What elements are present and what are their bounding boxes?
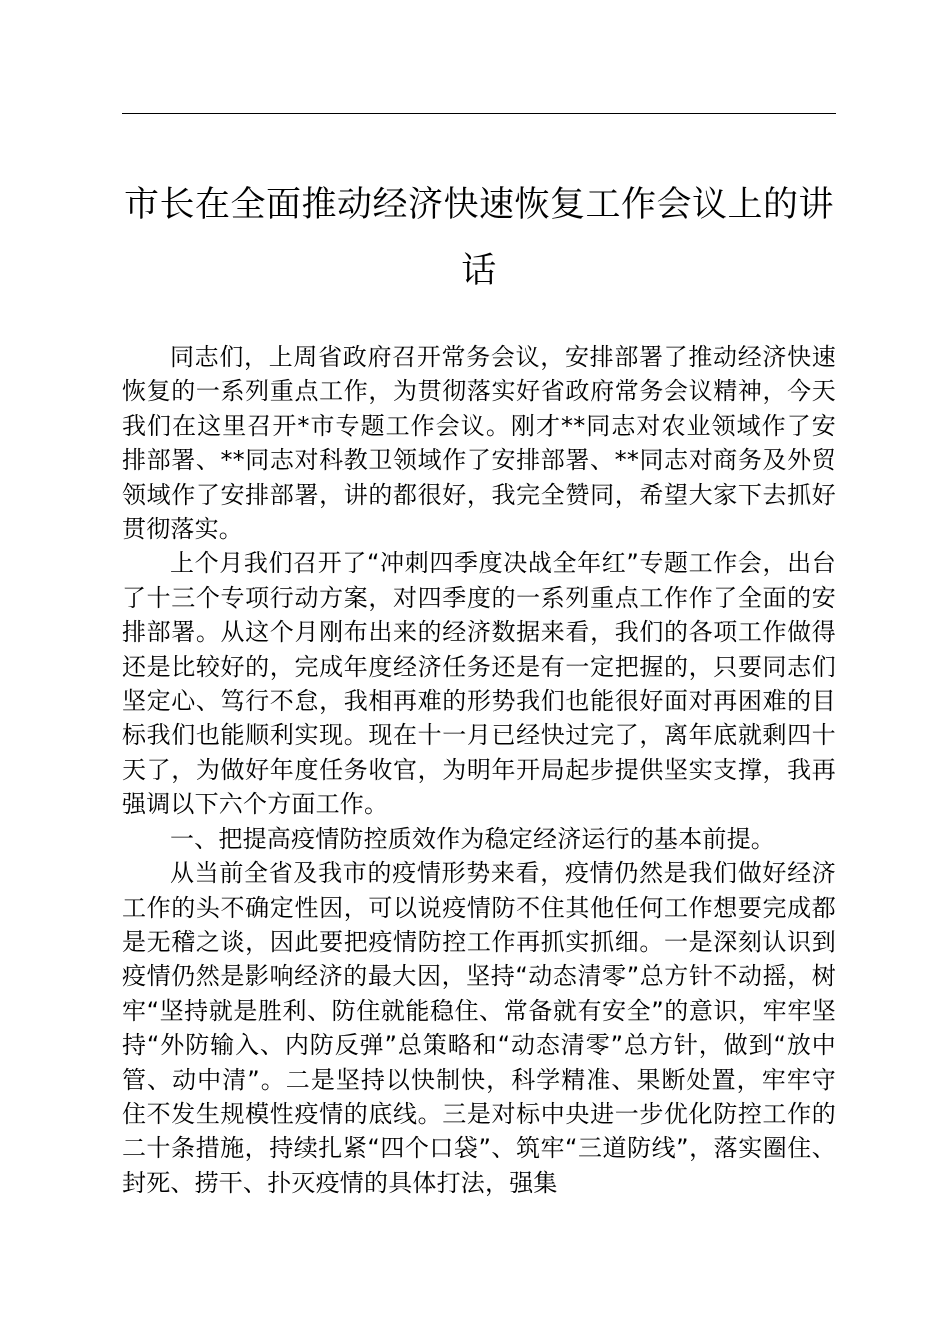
section-heading-1: 一、把提高疫情防控质效作为稳定经济运行的基本前提。 xyxy=(170,824,775,853)
paragraph-section-1: 从当前全省及我市的疫情形势来看，疫情仍然是我们做好经济工作的头不确定性因，可以说疫情防不住其他任何工作想要完成都是无稽之谈，因此要把疫情防控工作再抓实抓细。一是深刻认识到疫情仍然是影响经济的最大因，坚持“动态清零”总方针不动摇，树牢“坚持就是胜利、防住就能稳住、常备就有安全”的意识，牢牢坚持“外防输入、内防反弹”总策略和“动态清零”总方针，做到“放中管、动中清”。二是坚持以快制快，科学精准、果断处置，牢牢守住不发生规模性疫情的底线。三是对标中央进一步优化防控工作的二十条措施，持续扎紧“四个口袋”、筑牢“三道防线”，落实圈住、封死、捞干、扑灭疫情的具体打法，强集 xyxy=(122,859,836,1197)
paragraph-opening: 同志们，上周省政府召开常务会议，安排部署了推动经济快速恢复的一系列重点工作，为贯彻落实好省政府常务会议精神，今天我们在这里召开*市专题工作会议。刚才**同志对农业领域作了安排部署、**同志对科教卫领域作了安排部署、**同志对商务及外贸领域作了安排部署，讲的都很好，我完全赞同，希望大家下去抓好贯彻落实。 xyxy=(122,343,836,544)
document-body xyxy=(122,340,836,1200)
header-rule xyxy=(122,113,836,114)
document-title: 市长在全面推动经济快速恢复工作会议上的讲话 xyxy=(123,185,834,291)
paragraph-background: 上个月我们召开了“冲刺四季度决战全年红”专题工作会，出台了十三个专项行动方案，对四季度的一系列重点工作作了全面的安排部署。从这个月刚布出来的经济数据来看，我们的各项工作做得还是比较好的，完成年度经济任务还是有一定把握的，只要同志们坚定心、笃行不怠，我相再难的形势我们也能很好面对再困难的目标我们也能顺利实现。现在十一月已经快过完了，离年底就剩四十天了，为做好年度任务收官，为明年开局起步提供坚实支撑，我再强调以下六个方面工作。 xyxy=(122,549,836,819)
